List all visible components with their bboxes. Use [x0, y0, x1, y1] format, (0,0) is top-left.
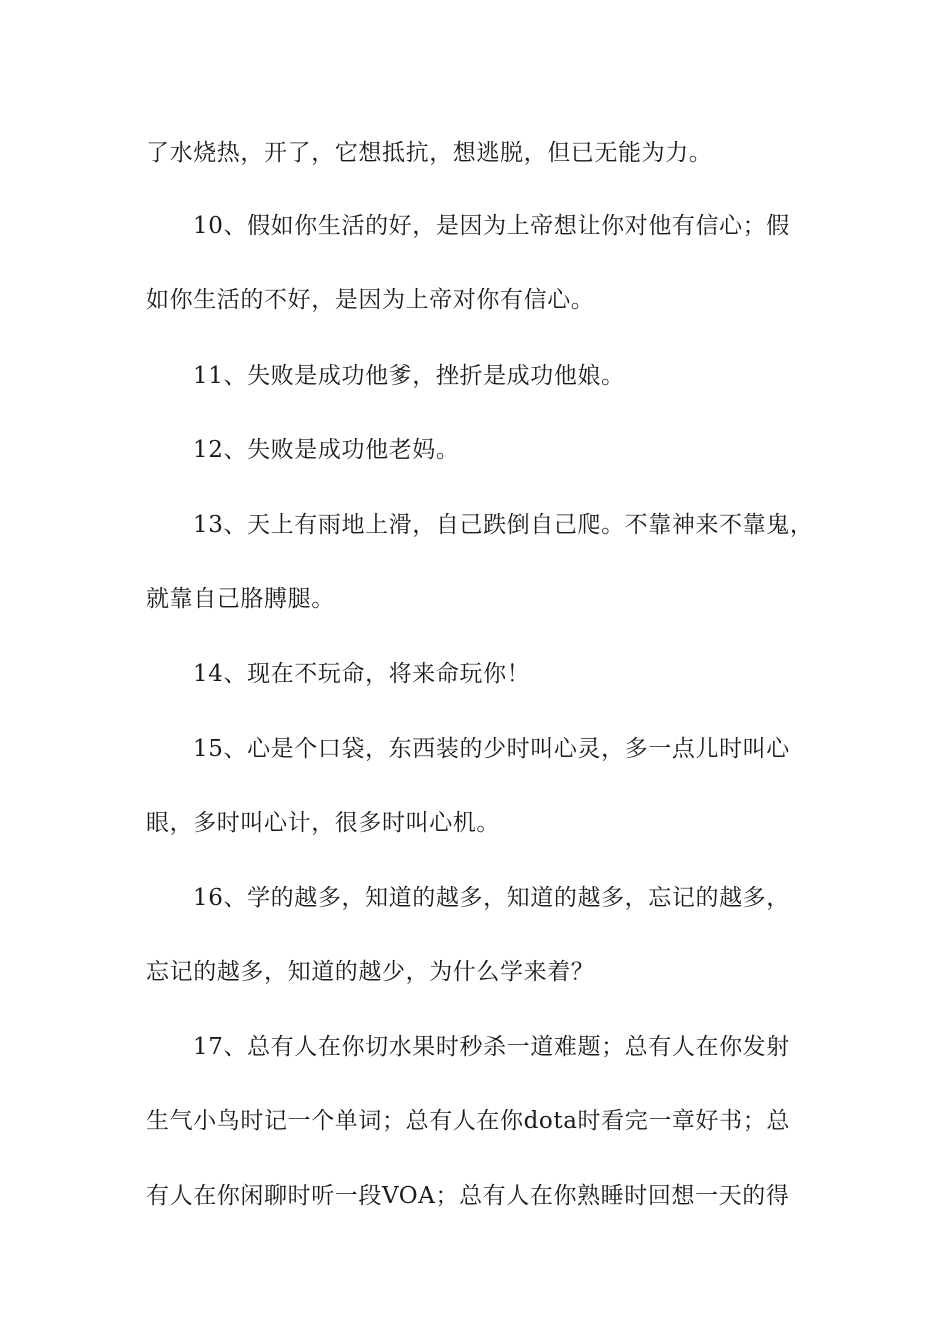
text-line: 11、失败是成功他爹，挫折是成功他娘。 — [193, 363, 625, 389]
text-line: 10、假如你生活的好，是因为上帝想让你对他有信心；假 — [193, 213, 790, 239]
text-line: 12、失败是成功他老妈。 — [193, 437, 460, 463]
text-line: 13、天上有雨地上滑，自己跌倒自己爬。不靠神来不靠鬼， — [193, 512, 814, 538]
text-line: 有人在你闲聊时听一段VOA；总有人在你熟睡时回想一天的得 — [146, 1183, 790, 1209]
text-line: 了水烧热，开了，它想抵抗，想逃脱，但已无能为力。 — [146, 140, 713, 166]
text-line: 就靠自己胳膊腿。 — [146, 586, 335, 612]
text-line: 17、总有人在你切水果时秒杀一道难题；总有人在你发射 — [193, 1034, 790, 1060]
text-line: 14、现在不玩命，将来命玩你！ — [193, 661, 531, 687]
text-line: 忘记的越多，知道的越少，为什么学来着？ — [146, 959, 595, 985]
text-line: 如你生活的不好，是因为上帝对你有信心。 — [146, 287, 595, 313]
text-line: 16、学的越多，知道的越多，知道的越多，忘记的越多， — [193, 885, 790, 911]
text-line: 15、心是个口袋，东西装的少时叫心灵，多一点儿时叫心 — [193, 736, 790, 762]
text-line: 生气小鸟时记一个单词；总有人在你dota时看完一章好书；总 — [146, 1108, 790, 1134]
text-line: 眼，多时叫心计，很多时叫心机。 — [146, 810, 500, 836]
